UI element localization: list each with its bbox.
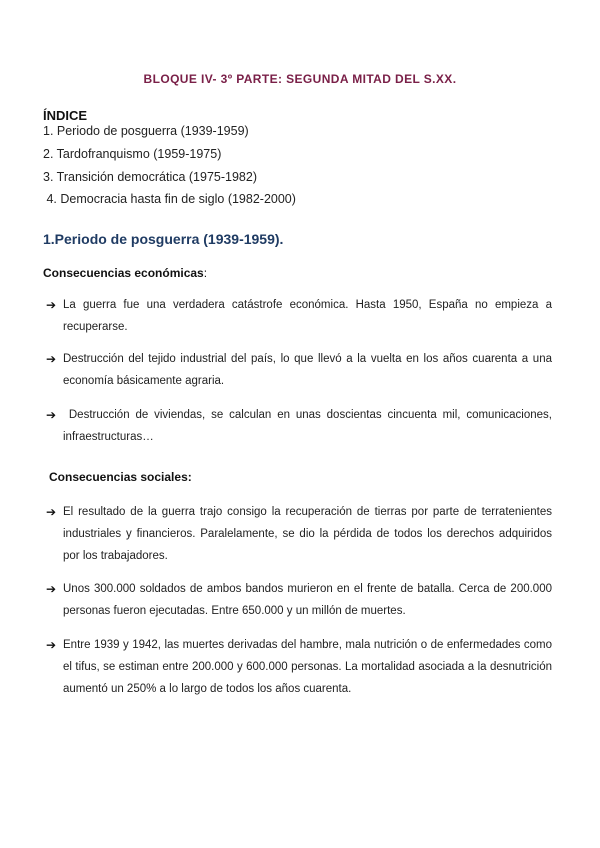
index-item-4: 4. Democracia hasta fin de siglo (1982-2000) <box>43 192 296 206</box>
index-item-2: 2. Tardofranquismo (1959-1975) <box>43 147 222 161</box>
bullet-text: Entre 1939 y 1942, las muertes derivadas del hambre, mala nutrición o de enfermedades como el tifus, se estiman entre 200.000 y 600.000 personas. La mortalidad asociada a la desnutrición aumentó un 250% a lo largo de todos los años cuarenta. <box>63 639 552 695</box>
economic-consequences-colon: : <box>203 266 208 280</box>
social-consequences-label: Consecuencias sociales: <box>49 470 192 484</box>
index-item-3: 3. Transición democrática (1975-1982) <box>43 170 258 184</box>
social-consequences-heading <box>49 470 192 484</box>
arrow-bullet-icon: ➔ <box>46 638 57 652</box>
economic-consequences-label: Consecuencias económicas <box>43 266 204 280</box>
list-item <box>46 404 556 448</box>
bullet-text: Destrucción del tejido industrial del país, lo que llevó a la vuelta en los años cuarenta a una economía básicamente agraria. <box>63 353 552 387</box>
list-item <box>46 294 552 338</box>
list-item <box>46 501 552 567</box>
bullet-text: Unos 300.000 soldados de ambos bandos murieron en el frente de batalla. Cerca de 200.000 personas fueron ejecutadas. Entre 650.000 y un millón de muertes. <box>63 583 552 617</box>
bullet-text: La guerra fue una verdadera catástrofe económica. Hasta 1950, España no empieza a recuperarse. <box>63 299 552 333</box>
index-item-1: 1. Periodo de posguerra (1939-1959) <box>43 124 249 138</box>
arrow-bullet-icon: ➔ <box>46 505 57 519</box>
economic-consequences-heading <box>43 266 207 280</box>
section-heading-posguerra: 1.Periodo de posguerra (1939-1959). <box>43 231 284 247</box>
bullet-text: Destrucción de viviendas, se calculan en unas doscientas cincuenta mil, comunicaciones, infraestructuras… <box>63 409 556 443</box>
index-heading: ÍNDICE <box>43 108 88 123</box>
arrow-bullet-icon: ➔ <box>46 298 57 312</box>
bullet-text: El resultado de la guerra trajo consigo la recuperación de tierras por parte de terratenientes industriales y financieros. Paralelamente, se dio la pérdida de todos los derechos adquiridos por los trabajadores. <box>63 506 552 562</box>
list-item <box>46 634 552 700</box>
document-title: BLOQUE IV- 3º PARTE: SEGUNDA MITAD DEL S.XX. <box>143 72 457 86</box>
arrow-bullet-icon: ➔ <box>46 582 57 596</box>
arrow-bullet-icon: ➔ <box>46 352 57 366</box>
list-item <box>46 578 552 622</box>
list-item <box>46 348 552 392</box>
arrow-bullet-icon: ➔ <box>46 408 57 422</box>
